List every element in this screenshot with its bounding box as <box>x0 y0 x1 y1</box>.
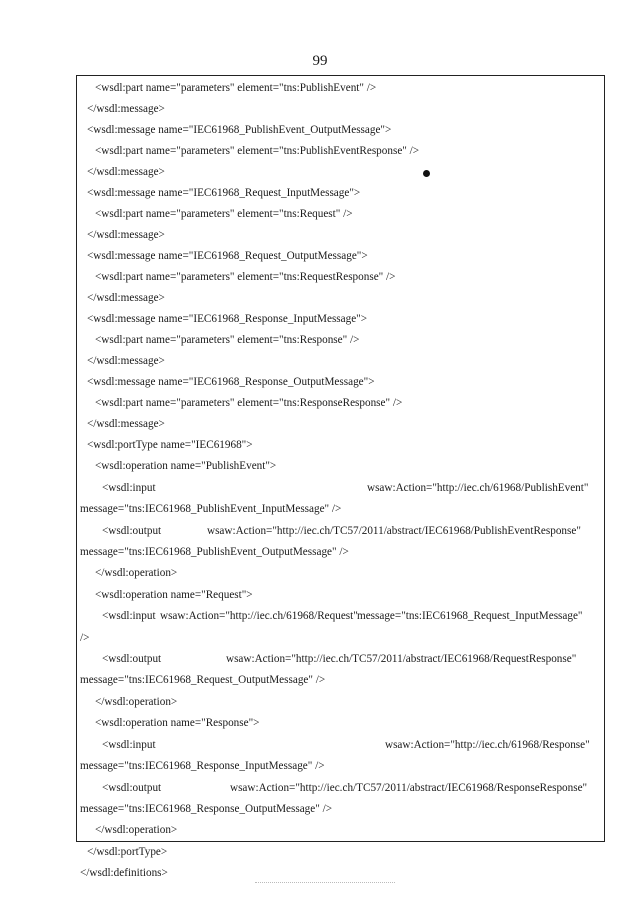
code-line: </wsdl:operation> <box>95 824 178 836</box>
code-line: </wsdl:portType> <box>87 846 168 858</box>
code-line: wsaw:Action="http://iec.ch/TC57/2011/abstract/IEC61968/ResponseResponse" <box>230 782 588 794</box>
code-line: <wsdl:part name="parameters" element="tns:Request" /> <box>95 208 353 220</box>
code-line: message="tns:IEC61968_Response_OutputMessage" /> <box>80 803 333 815</box>
code-line: <wsdl:input <box>102 739 156 751</box>
code-line: </wsdl:message> <box>87 355 165 367</box>
code-line: wsaw:Action="http://iec.ch/61968/Response" <box>385 739 590 751</box>
code-line: <wsdl:message name="IEC61968_Response_InputMessage"> <box>87 313 368 325</box>
code-line: </wsdl:operation> <box>95 696 178 708</box>
code-line: </wsdl:definitions> <box>80 867 168 879</box>
code-line: </wsdl:message> <box>87 418 165 430</box>
code-line: <wsdl:output <box>102 782 162 794</box>
code-line: </wsdl:message> <box>87 166 165 178</box>
scan-specks <box>255 882 395 885</box>
code-line: message="tns:IEC61968_PublishEvent_OutputMessage" /> <box>80 546 349 558</box>
code-line: <wsdl:message name="IEC61968_Request_OutputMessage"> <box>87 250 368 262</box>
ink-dot <box>423 170 430 177</box>
code-line: <wsdl:message name="IEC61968_PublishEvent_OutputMessage"> <box>87 124 392 136</box>
code-line: /> <box>80 632 90 644</box>
code-line: <wsdl:message name="IEC61968_Response_OutputMessage"> <box>87 376 375 388</box>
code-line: <wsdl:operation name="PublishEvent"> <box>95 460 277 472</box>
code-line: <wsdl:part name="parameters" element="tns:RequestResponse" /> <box>95 271 396 283</box>
code-line: <wsdl:portType name="IEC61968"> <box>87 439 253 451</box>
code-line: <wsdl:operation name="Request"> <box>95 589 253 601</box>
code-line: <wsdl:output <box>102 653 162 665</box>
code-line: message="tns:IEC61968_Request_OutputMessage" /> <box>80 674 326 686</box>
code-line: <wsdl:input <box>102 482 156 494</box>
code-line: message="tns:IEC61968_Request_InputMessage" <box>357 610 583 622</box>
code-line: <wsdl:input <box>102 610 156 622</box>
code-line: </wsdl:message> <box>87 292 165 304</box>
code-line: </wsdl:message> <box>87 103 165 115</box>
code-line: wsaw:Action="http://iec.ch/61968/Request" <box>160 610 358 622</box>
code-line: <wsdl:operation name="Response"> <box>95 717 260 729</box>
code-line: <wsdl:part name="parameters" element="tns:ResponseResponse" /> <box>95 397 403 409</box>
code-line: </wsdl:operation> <box>95 567 178 579</box>
code-line: wsaw:Action="http://iec.ch/61968/PublishEvent" <box>367 482 589 494</box>
code-line: message="tns:IEC61968_PublishEvent_InputMessage" /> <box>80 503 342 515</box>
code-line: <wsdl:part name="parameters" element="tns:PublishEvent" /> <box>95 82 377 94</box>
code-line: wsaw:Action="http://iec.ch/TC57/2011/abstract/IEC61968/PublishEventResponse" <box>207 525 581 537</box>
page-number: 99 <box>312 53 328 69</box>
code-line: wsaw:Action="http://iec.ch/TC57/2011/abstract/IEC61968/RequestResponse" <box>226 653 577 665</box>
code-line: <wsdl:message name="IEC61968_Request_InputMessage"> <box>87 187 361 199</box>
code-line: <wsdl:part name="parameters" element="tns:Response" /> <box>95 334 360 346</box>
code-line: <wsdl:part name="parameters" element="tns:PublishEventResponse" /> <box>95 145 420 157</box>
code-line: <wsdl:output <box>102 525 162 537</box>
code-line: message="tns:IEC61968_Response_InputMessage" /> <box>80 760 325 772</box>
code-line: </wsdl:message> <box>87 229 165 241</box>
